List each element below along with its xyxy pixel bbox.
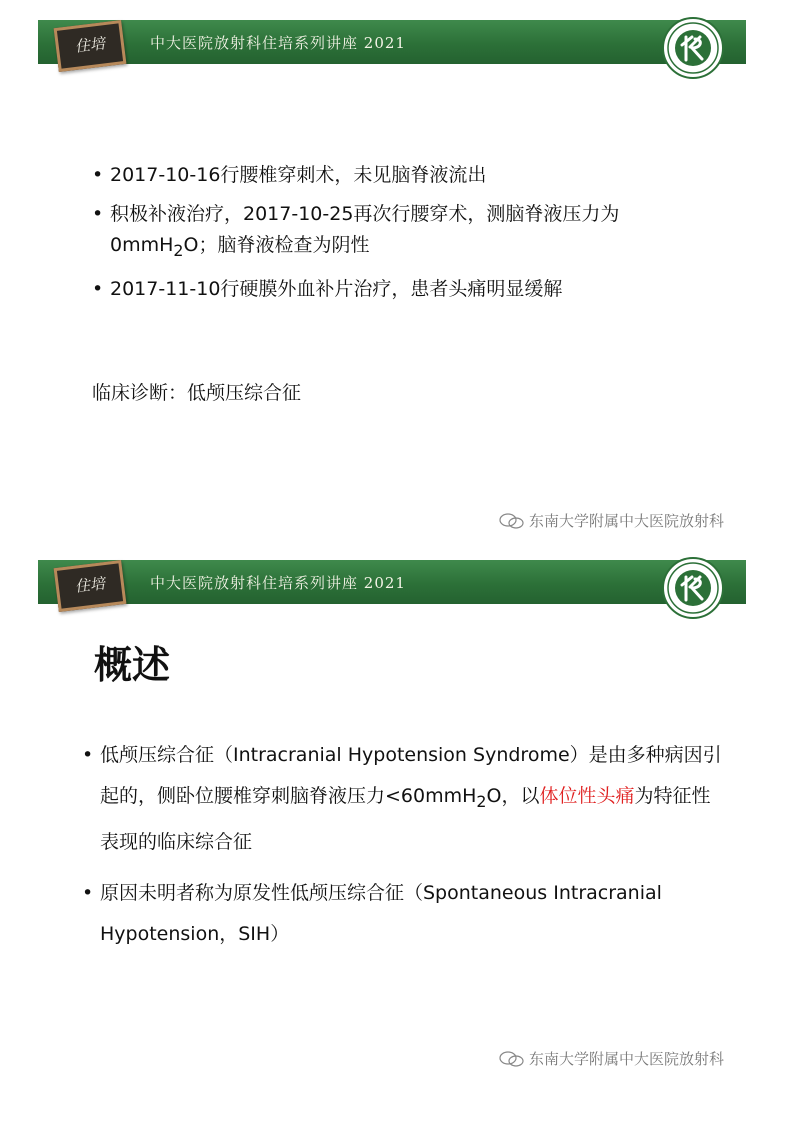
list-item: • 原因未明者称为原发性低颅压综合征（Spontaneous Intracranial Hypotension，SIH） <box>82 873 722 955</box>
header-banner <box>38 560 746 604</box>
header-title: 中大医院放射科住培系列讲座 2021 <box>150 34 406 52</box>
chalkboard-text: 住培 <box>73 574 106 596</box>
slide-1 <box>0 0 786 540</box>
wechat-icon <box>499 1051 525 1067</box>
bullet-text: 为特征性表现的临床综合征 <box>100 785 711 853</box>
list-item: • 2017-11-10行硬膜外血补片治疗，患者头痛明显缓解 <box>92 274 712 305</box>
list-item: • 2017-10-16行腰椎穿刺术，未见脑脊液流出 <box>92 160 712 191</box>
watermark <box>499 1048 724 1069</box>
wechat-icon <box>499 513 525 529</box>
watermark-text: 东南大学附属中大医院放射科 <box>528 512 724 530</box>
chalkboard-badge <box>54 560 127 612</box>
header-title: 中大医院放射科住培系列讲座 2021 <box>150 574 406 592</box>
section-title: 概述 <box>94 643 171 687</box>
subscript: 2 <box>476 791 487 811</box>
bullet-text: 低颅压综合征（Intracranial Hypotension Syndrome）是由多种病因引起的，侧卧位腰椎穿刺脑脊液压力<60mmH <box>100 744 722 807</box>
slide1-bullet-list <box>92 160 712 313</box>
hospital-emblem-icon <box>662 17 724 79</box>
hospital-emblem-icon <box>662 557 724 619</box>
watermark <box>499 510 724 531</box>
header-banner <box>38 20 746 64</box>
chalkboard-badge <box>54 20 127 72</box>
watermark-text: 东南大学附属中大医院放射科 <box>528 1050 724 1068</box>
bullet-text: 积极补液治疗，2017-10-25再次行腰穿术，测脑脊液压力为0mmH <box>110 203 620 256</box>
subscript: 2 <box>173 240 184 260</box>
highlight-text: 体位性头痛 <box>539 785 635 807</box>
bullet-text: O；脑脊液检查为阴性 <box>183 234 370 256</box>
list-item <box>82 735 722 863</box>
list-item <box>92 199 712 266</box>
clinical-diagnosis: 临床诊断：低颅压综合征 <box>92 382 302 404</box>
bullet-text: O，以 <box>486 785 540 807</box>
slide2-bullet-list <box>82 735 722 965</box>
chalkboard-text: 住培 <box>73 34 106 56</box>
